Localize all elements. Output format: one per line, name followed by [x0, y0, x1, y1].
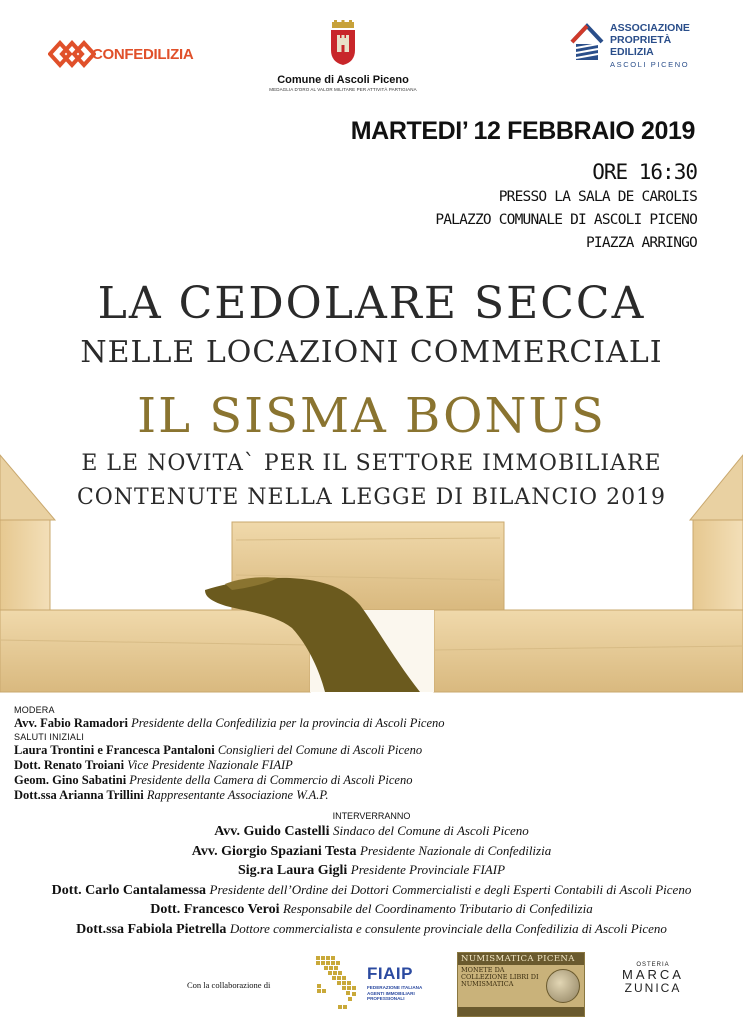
italy-map-icon [312, 952, 364, 1014]
speaker-row [0, 900, 743, 920]
confedilizia-name: CONFEDILIZIA [92, 45, 194, 63]
ape-house-icon [570, 22, 604, 62]
event-place-line-2: PALAZZO COMUNALE DI ASCOLI PICENO [435, 212, 697, 228]
speaker-row [0, 861, 743, 881]
title-line-5: CONTENUTE NELLA LEGGE DI BILANCIO 2019 [76, 485, 667, 510]
confedilizia-mark-icon [48, 39, 96, 69]
speaker-role: Consiglieri del Comune di Ascoli Piceno [217, 743, 423, 757]
ape-line-3: EDILIZIA [610, 46, 654, 58]
coat-of-arms-icon [328, 20, 358, 66]
speaker-row [0, 842, 743, 862]
program-speakers [0, 810, 743, 940]
speaker-role: Presidente della Confedilizia per la provincia di Ascoli Piceno [131, 716, 445, 730]
speaker-name: Dott. Francesco Veroi [150, 902, 280, 918]
interverranno-label: INTERVERRANNO [332, 811, 411, 821]
wooden-blocks-illustration [0, 440, 743, 700]
collaboration-label: Con la collaborazione di [187, 980, 271, 990]
modera-label: MODERA [14, 705, 55, 715]
speaker-role: Rappresentante Associazione W.A.P. [146, 788, 329, 802]
speaker-role: Sindaco del Comune di Ascoli Piceno [332, 823, 529, 838]
marca-osteria: OSTERIA [636, 962, 670, 968]
title-line-1: LA CEDOLARE SECCA [97, 278, 646, 329]
speaker-name: Dott. Renato Troiani [14, 758, 125, 772]
event-place-line-1: PRESSO LA SALA DE CAROLIS [498, 189, 697, 205]
event-place [435, 158, 697, 255]
ape-logo [570, 22, 720, 72]
speaker-name: Geom. Gino Sabatini [14, 773, 127, 787]
coin-icon [546, 969, 580, 1003]
speaker-name: Dott.ssa Arianna Trillini [14, 788, 144, 802]
comune-logo [268, 20, 418, 95]
numis-text: MONETE DA COLLEZIONE LIBRI DI NUMISMATICA [461, 966, 539, 988]
confedilizia-logo [48, 38, 194, 70]
speaker-role: Vice Presidente Nazionale FIAIP [127, 758, 293, 772]
speaker-name: Avv. Guido Castelli [214, 824, 330, 839]
speaker-name: Dott.ssa Fabiola Pietrella [76, 921, 227, 937]
fiaip-name: FIAIP [367, 964, 413, 983]
ape-city: ASCOLI PICENO [610, 60, 690, 69]
ape-line-2: PROPRIETÀ [610, 34, 672, 46]
event-time: ORE 16:30 [592, 160, 697, 184]
marca-zunica-logo [618, 962, 688, 995]
title-line-2: NELLE LOCAZIONI COMMERCIALI [80, 335, 663, 370]
fiaip-description: FEDERAZIONE ITALIANA AGENTI IMMOBILIARI PROFESSIONALI [367, 985, 423, 1002]
fiaip-logo [312, 952, 432, 1014]
numis-title: NUMISMATICA PICENA [458, 953, 584, 965]
title-line-4: E LE NOVITA` PER IL SETTORE IMMOBILIARE [81, 451, 662, 476]
comune-name: Comune di Ascoli Piceno [277, 74, 409, 86]
zunica-word: ZUNICA [624, 981, 682, 995]
marca-word: MARCA [622, 967, 684, 982]
speaker-role: Presidente dell’Ordine dei Dottori Commercialisti e degli Esperti Contabili di Ascoli Piceno [209, 881, 692, 897]
speaker-name: Avv. Giorgio Spaziani Testa [191, 843, 357, 859]
speaker-row [0, 920, 743, 940]
speaker-role: Presidente Nazionale di Confedilizia [359, 842, 552, 858]
numis-bottom-strip [458, 1007, 584, 1016]
saluti-label: SALUTI INIZIALI [14, 732, 85, 742]
speaker-role: Responsabile del Coordinamento Tributario di Confedilizia [282, 901, 593, 917]
speaker-name: Laura Trontini e Francesca Pantaloni [14, 743, 215, 757]
ape-line-1: ASSOCIAZIONE [610, 22, 690, 34]
event-date: MARTEDI’ 12 FEBBRAIO 2019 [350, 117, 695, 145]
saluti-row [14, 743, 734, 758]
saluti-row [14, 788, 734, 803]
comune-subtitle: MEDAGLIA D'ORO AL VALOR MILITARE PER ATTIVITÀ PARTIGIANA [269, 87, 417, 92]
speaker-role: Presidente della Camera di Commercio di Ascoli Piceno [129, 773, 413, 787]
moderator-row [14, 716, 734, 731]
speaker-row [0, 822, 743, 842]
speaker-role: Presidente Provinciale FIAIP [350, 862, 506, 878]
program-opening [14, 704, 734, 803]
speaker-name: Sig.ra Laura Gigli [237, 863, 348, 879]
saluti-row [14, 773, 734, 788]
speaker-name: Dott. Carlo Cantalamessa [51, 882, 207, 898]
title-sisma-bonus: IL SISMA BONUS [137, 388, 606, 444]
speaker-row [0, 881, 743, 901]
speaker-name: Avv. Fabio Ramadori [14, 716, 129, 730]
saluti-row [14, 758, 734, 773]
speaker-role: Dottore commercialista e consulente provinciale della Confedilizia di Ascoli Piceno [229, 920, 667, 936]
numismatica-picena-banner [457, 952, 585, 1017]
event-place-line-3: PIAZZA ARRINGO [585, 235, 697, 251]
